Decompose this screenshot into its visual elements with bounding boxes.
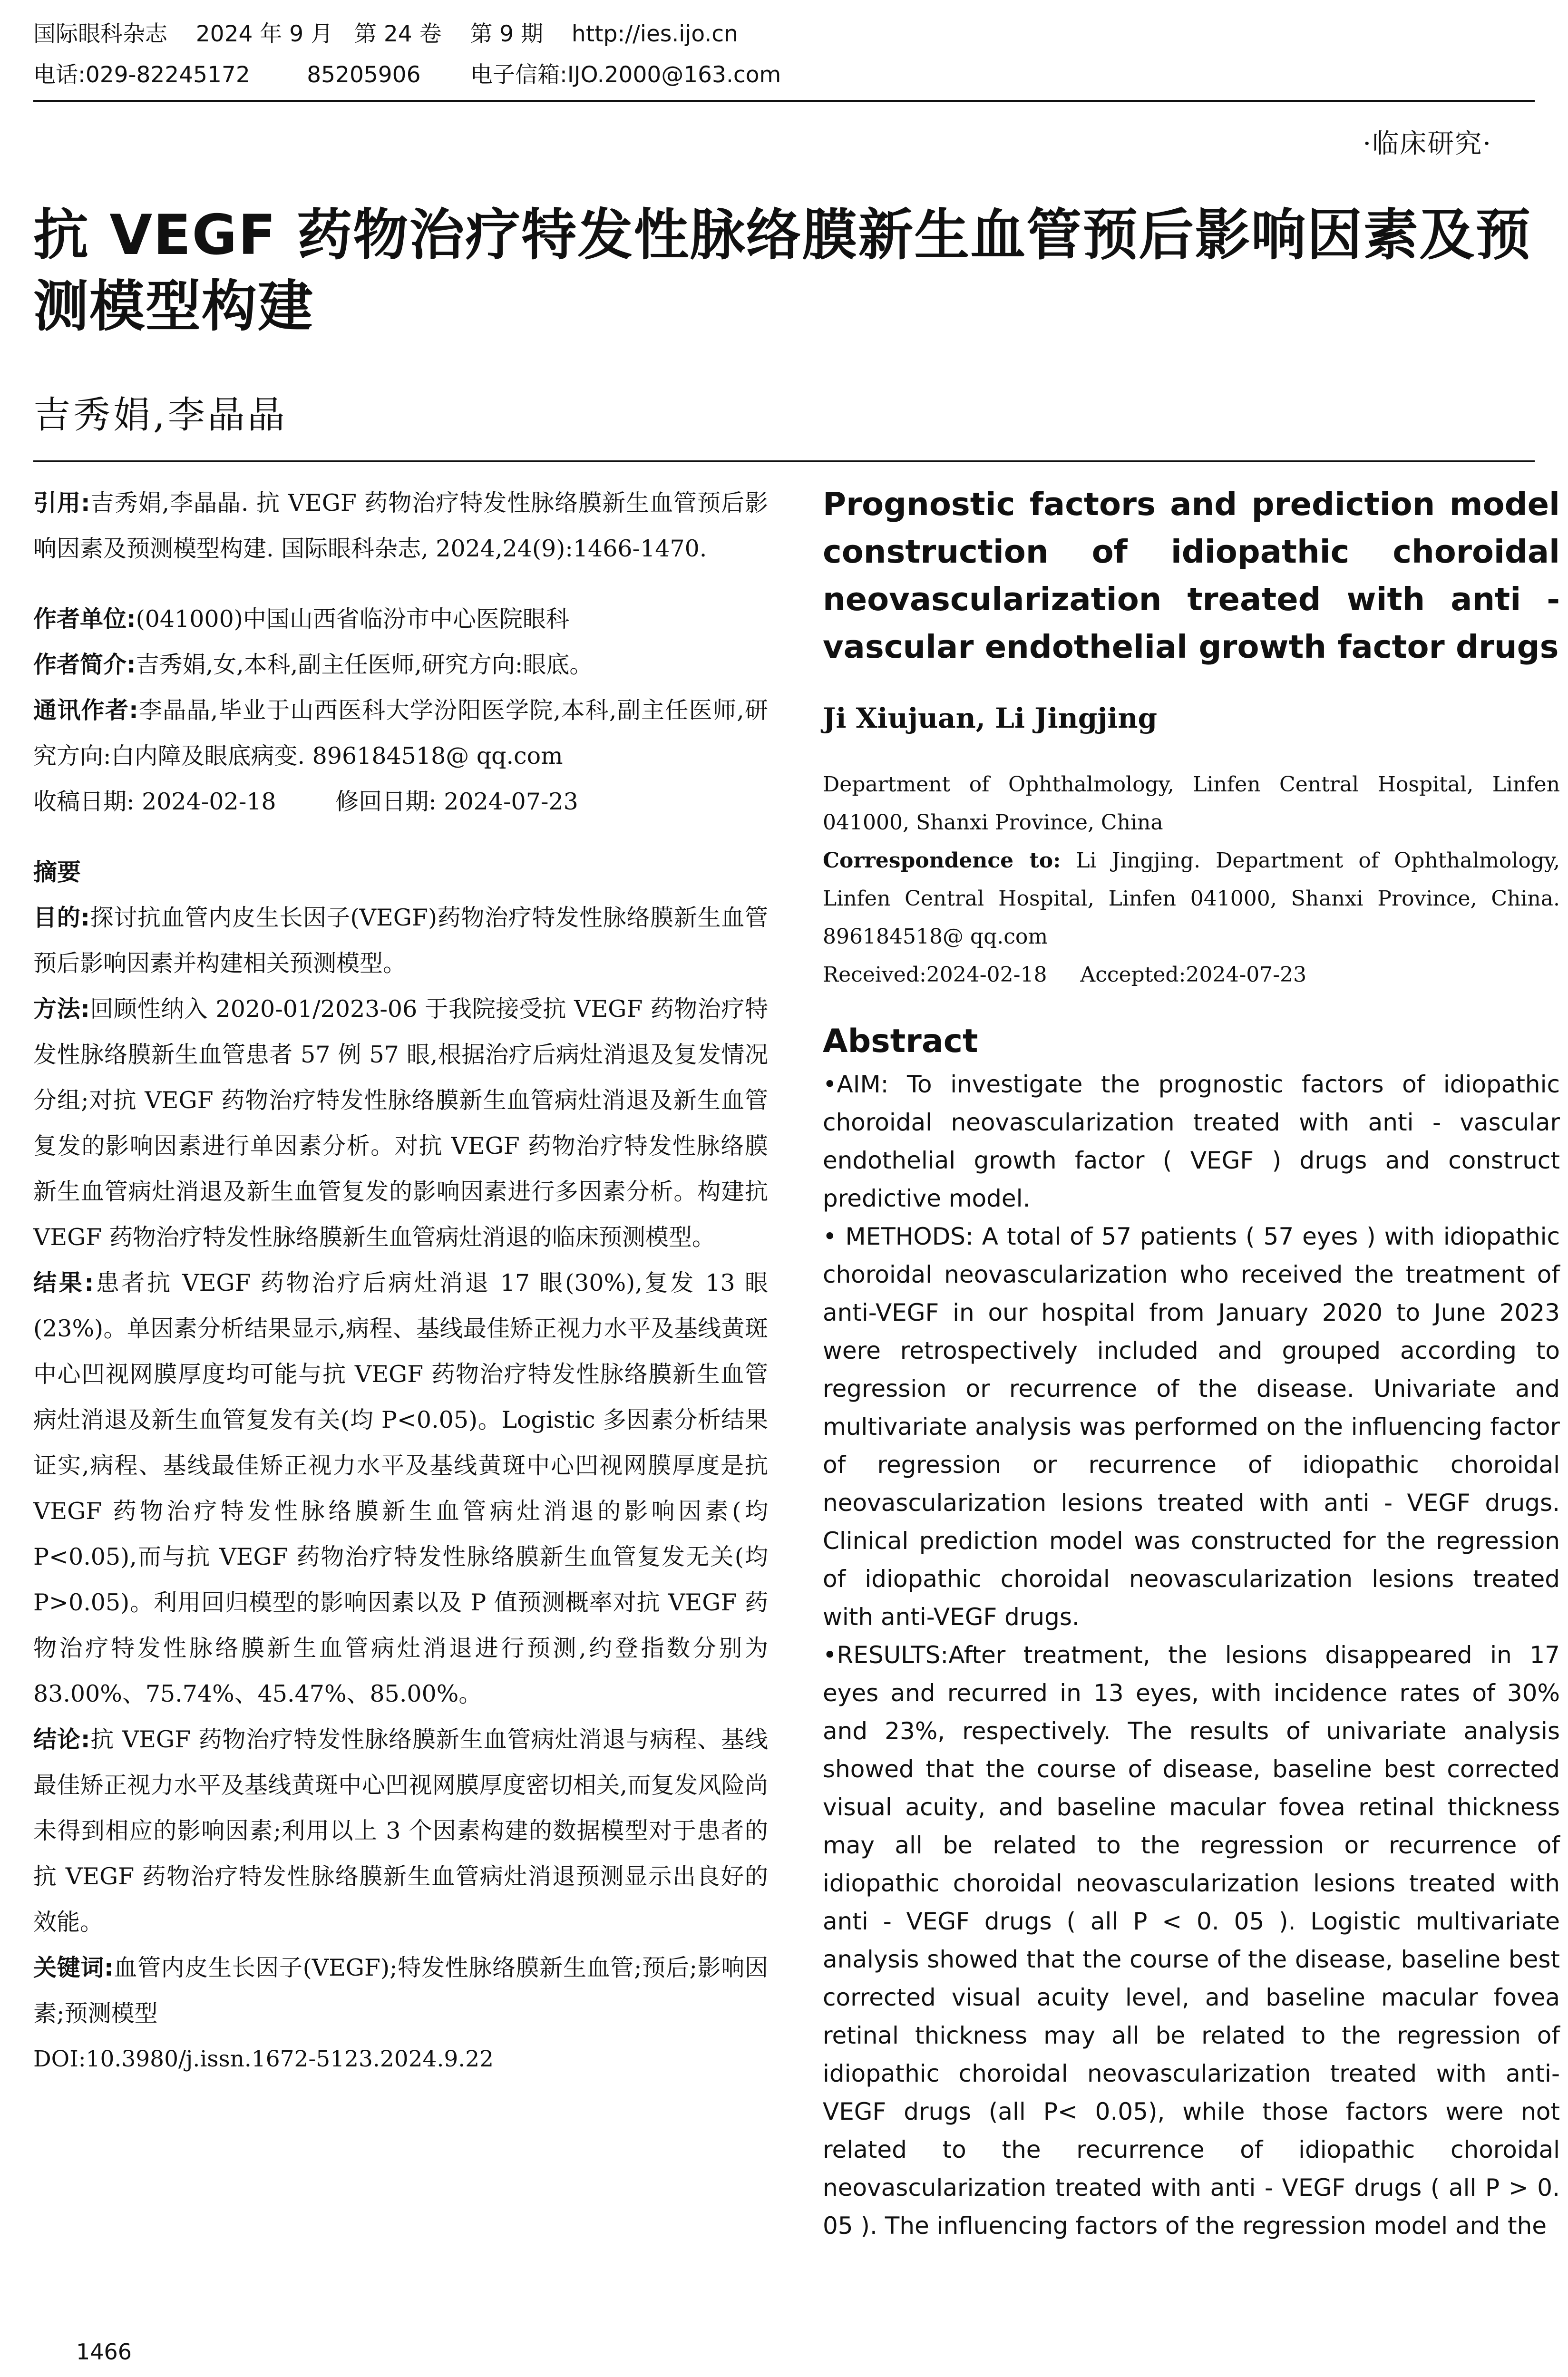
aim-text-en: To investigate the prognostic factors of idiopathic choroidal neovascularization treated with anti - vascular endothelial growth factor ( VEGF ) drugs and construct predictive model.: [823, 1071, 1560, 1212]
author-bio-label: 作者简介:: [33, 651, 136, 678]
page-number: 1466: [76, 2339, 132, 2365]
abstract-aim-en: [823, 1065, 1560, 1218]
doi: DOI:10.3980/j.issn.1672-5123.2024.9.22: [33, 2046, 494, 2072]
abstract-heading-en: Abstract: [823, 1023, 978, 1060]
corresponding-author-text: 李晶晶,毕业于山西医科大学汾阳医学院,本科,副主任医师,研究方向:白内障及眼底病变. 896184518@ qq.com: [33, 697, 768, 770]
journal-header-line-1: 国际眼科杂志 2024 年 9 月 第 24 卷 第 9 期 http://ies.ijo.cn: [33, 21, 738, 47]
section-tag: ·临床研究·: [1363, 128, 1492, 159]
authors-en: Ji Xiujuan, Li Jingjing: [823, 702, 1158, 734]
abstract-methods-cn: [33, 986, 768, 1260]
affiliation-label: 作者单位:: [33, 605, 136, 633]
conclusion-label-cn: 结论:: [33, 1726, 90, 1753]
corresponding-author: [33, 688, 768, 779]
conclusion-text-cn: 抗 VEGF 药物治疗特发性脉络膜新生血管病灶消退与病程、基线最佳矫正视力水平及基线黄斑中心凹视网膜厚度密切相关,而复发风险尚未得到相应的影响因素;利用以上 3 个因素构建的数据模型对于患者的抗 VEGF 药物治疗特发性脉络膜新生血管病灶消退预测显示出良好的效能。: [33, 1726, 768, 1936]
dates-cn: 收稿日期: 2024-02-18 修回日期: 2024-07-23: [33, 788, 578, 815]
citation: [33, 480, 768, 572]
methods-text-en: A total of 57 patients ( 57 eyes ) with idiopathic choroidal neovascularization who received the treatment of anti-VEGF in our hospital from January 2020 to June 2023 were retrospectively included and grouped according to regression or recurrence of the disease. Univariate and multivariate analysis was performed on the influencing factor of regression or recurrence of idiopathic choroidal neovascularization lesions treated with anti - VEGF drugs. Clinical prediction model was constructed for the regression of idiopathic choroidal neovascularization lesions treated with anti-VEGF drugs.: [823, 1223, 1560, 1631]
abstract-results-en: [823, 1636, 1560, 2245]
department-en: Department of Ophthalmology, Linfen Central Hospital, Linfen 041000, Shanxi Province, China: [823, 772, 1560, 835]
dates-en: Received:2024-02-18 Accepted:2024-07-23: [823, 963, 1307, 987]
header-divider: [33, 100, 1535, 102]
results-label-cn: 结果:: [33, 1269, 94, 1296]
right-column: [823, 480, 1560, 2245]
aim-label-en: •AIM:: [823, 1071, 889, 1098]
keywords-cn: [33, 1945, 768, 2036]
journal-header-line-2: 电话:029-82245172 85205906 电子信箱:IJO.2000@163.com: [33, 62, 781, 88]
author-bio: [33, 642, 768, 688]
article-title-en: Prognostic factors and prediction model construction of idiopathic choroidal neovascularization treated with anti - vascular endothelial growth factor drugs: [823, 486, 1560, 665]
affiliation: [33, 596, 768, 642]
abstract-methods-en: [823, 1218, 1560, 1636]
methods-label-en: • METHODS:: [823, 1223, 974, 1250]
title-divider: [33, 460, 1535, 462]
abstract-results-cn: [33, 1260, 768, 1717]
correspondence-text-en: Li Jingjing. Department of Ophthalmology, Linfen Central Hospital, Linfen 041000, Shanxi Province, China. 896184518@ qq.com: [823, 848, 1560, 949]
author-bio-text: 吉秀娟,女,本科,副主任医师,研究方向:眼底。: [136, 651, 593, 678]
authors-cn: 吉秀娟,李晶晶: [33, 394, 288, 437]
article-title: 抗 VEGF 药物治疗特发性脉络膜新生血管预后影响因素及预测模型构建: [33, 203, 1532, 339]
correspondence-label-en: Correspondence to:: [823, 848, 1061, 873]
citation-label: 引用:: [33, 489, 90, 516]
citation-text: 吉秀娟,李晶晶. 抗 VEGF 药物治疗特发性脉络膜新生血管预后影响因素及预测模型构建. 国际眼科杂志, 2024,24(9):1466-1470.: [33, 489, 768, 562]
abstract-conclusion-cn: [33, 1717, 768, 1945]
methods-label-cn: 方法:: [33, 995, 90, 1023]
correspondence-en: [823, 842, 1560, 956]
results-label-en: •RESULTS:: [823, 1641, 949, 1669]
results-text-en: After treatment, the lesions disappeared in 17 eyes and recurred in 13 eyes, with incidence rates of 30% and 23%, respectively. The results of univariate analysis showed that the course of disease, baseline best corrected visual acuity, and baseline macular fovea retinal thickness may all be related to the regression or recurrence of idiopathic choroidal neovascularization lesions treated with anti - VEGF drugs ( all P < 0. 05 ). Logistic multivariate analysis showed that the course of the disease, baseline best corrected visual acuity level, and baseline macular fovea retinal thickness may all be related to the regression of idiopathic choroidal neovascularization treated with anti-VEGF drugs (all P< 0.05), while those factors were not related to the recurrence of idiopathic choroidal neovascularization treated with anti - VEGF drugs ( all P > 0. 05 ). The influencing factors of the regression model and the: [823, 1641, 1560, 2240]
keywords-text-cn: 血管内皮生长因子(VEGF);特发性脉络膜新生血管;预后;影响因素;预测模型: [33, 1954, 768, 2027]
abstract-aim-cn: [33, 895, 768, 986]
affiliation-text: (041000)中国山西省临汾市中心医院眼科: [136, 605, 569, 633]
methods-text-cn: 回顾性纳入 2020-01/2023-06 于我院接受抗 VEGF 药物治疗特发性脉络膜新生血管患者 57 例 57 眼,根据治疗后病灶消退及复发情况分组;对抗 VEGF 药物治疗特发性脉络膜新生血管病灶消退及新生血管复发的影响因素进行单因素分析。对抗 VEGF 药物治疗特发性脉络膜新生血管病灶消退及新生血管复发的影响因素进行多因素分析。构建抗 VEGF 药物治疗特发性脉络膜新生血管病灶消退的临床预测模型。: [33, 995, 768, 1251]
aim-text-cn: 探讨抗血管内皮生长因子(VEGF)药物治疗特发性脉络膜新生血管预后影响因素并构建相关预测模型。: [33, 904, 768, 977]
results-text-cn: 患者抗 VEGF 药物治疗后病灶消退 17 眼(30%),复发 13 眼(23%)。单因素分析结果显示,病程、基线最佳矫正视力水平及基线黄斑中心凹视网膜厚度均可能与抗 VEGF 药物治疗特发性脉络膜新生血管病灶消退及新生血管复发有关(均 P<0.05)。Logistic 多因素分析结果证实,病程、基线最佳矫正视力水平及基线黄斑中心凹视网膜厚度是抗 VEGF 药物治疗特发性脉络膜新生血管病灶消退的影响因素(均 P<0.05),而与抗 VEGF 药物治疗特发性脉络膜新生血管复发无关(均 P>0.05)。利用回归模型的影响因素以及 P 值预测概率对抗 VEGF 药物治疗特发性脉络膜新生血管病灶消退进行预测,约登指数分别为 83.00%、75.74%、45.47%、85.00%。: [33, 1269, 768, 1707]
aim-label-cn: 目的:: [33, 904, 90, 931]
keywords-label-cn: 关键词:: [33, 1954, 114, 1981]
left-column: [33, 480, 768, 2082]
corresponding-author-label: 通讯作者:: [33, 697, 138, 724]
abstract-heading-cn: 摘要: [33, 858, 81, 886]
